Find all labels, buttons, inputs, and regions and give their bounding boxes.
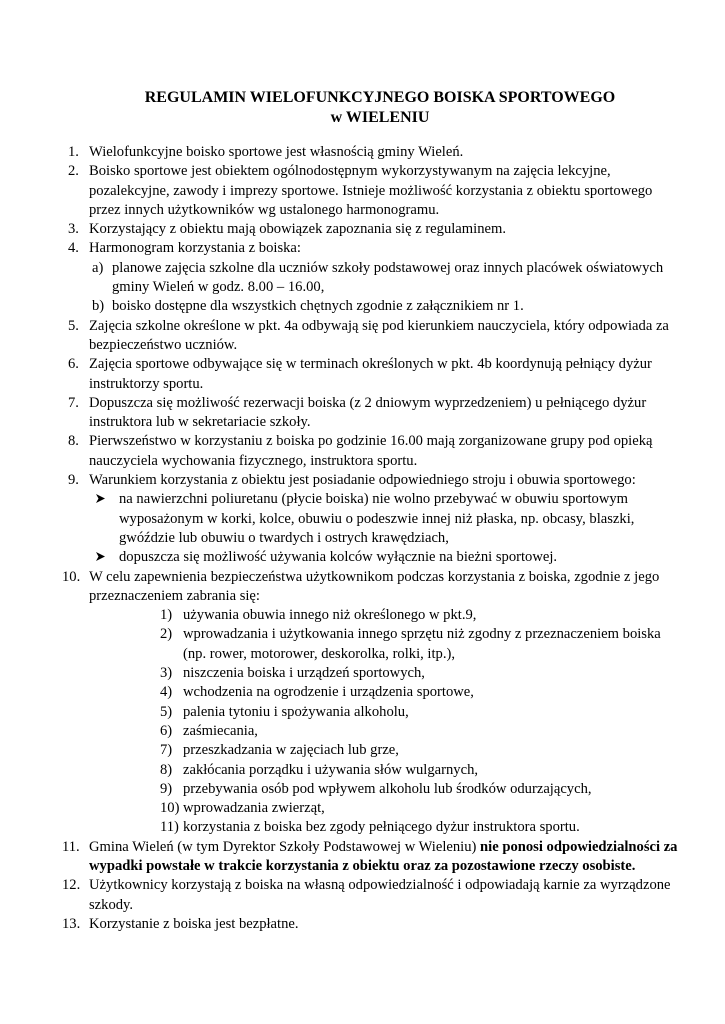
rule-number: 7.	[68, 394, 79, 411]
rule-item	[0, 876, 725, 915]
prohibition-item	[0, 664, 725, 683]
rule-text: Zajęcia szkolne określone w pkt. 4a odbywają się pod kierunkiem nauczyciela, który odpowiada za bezpieczeństwo uczniów.	[89, 317, 669, 353]
prohibition-item	[0, 818, 725, 837]
rule-item	[0, 220, 725, 239]
prohibition-text: wchodzenia na ogrodzenie i urządzenia sportowe,	[183, 684, 474, 701]
rule-text: Wielofunkcyjne boisko sportowe jest własnością gminy Wieleń.	[89, 144, 464, 160]
rule-item	[0, 355, 725, 394]
prohibition-text: wprowadzania zwierząt,	[183, 800, 325, 817]
rule-item	[0, 162, 725, 220]
rule-text: W celu zapewnienia bezpieczeństwa użytkownikom podczas korzystania z boiska, zgodnie z jego przeznaczeniem zabrania się:	[89, 568, 660, 604]
bullet-text: na nawierzchni poliuretanu (płycie boiska) nie wolno przebywać w obuwiu sportowym wyposażonym w korki, kolce, obuwiu o podeszwie innej niż płaska, np. obcasy, blaszki, gwóździe lub obuwiu o twardych i ostrych krawędziach,	[119, 491, 635, 546]
rule-number: 4.	[68, 240, 79, 257]
prohibition-number: 10)	[160, 800, 180, 817]
rule-number: 11.	[62, 838, 80, 855]
rule-text: Użytkownicy korzystają z boiska na własną odpowiedzialność i odpowiadają karnie za wyrządzone szkody.	[89, 877, 671, 913]
prohibition-number: 11)	[160, 819, 179, 836]
arrowhead-bullet-icon	[95, 548, 106, 562]
rule-text: Warunkiem korzystania z obiektu jest posiadanie odpowiedniego stroju i obuwia sportowego:	[89, 472, 636, 489]
rule-text: Korzystanie z boiska jest bezpłatne.	[89, 915, 299, 932]
rule-item	[0, 143, 725, 162]
rule-number: 10.	[62, 568, 81, 585]
sub-item-text: planowe zajęcia szkolne dla uczniów szkoły podstawowej oraz innych placówek oświatowych gminy Wieleń w godz. 8.00 – 16.00,	[112, 259, 664, 296]
rule-number: 13.	[62, 915, 81, 932]
rule-text: Boisko sportowe jest obiektem ogólnodostępnym wykorzystywanym na zajęcia lekcyjne, pozalekcyjne, zawody i imprezy sportowe. Istnieje możliwość korzystania z obiektu sportowego przez innych użytkowników wg ustalonego harmonogramu.	[89, 163, 653, 218]
prohibition-item	[0, 780, 725, 799]
bullet-text: dopuszcza się możliwość używania kolców wyłącznie na bieżni sportowej.	[119, 549, 558, 566]
prohibition-number: 6)	[160, 722, 173, 739]
prohibition-number: 9)	[160, 780, 173, 797]
rule-number: 8.	[68, 433, 79, 450]
arrowhead-bullet-icon	[95, 490, 106, 504]
rule-text: Zajęcia sportowe odbywające się w terminach określonych w pkt. 4b koordynują pełniący dyżur instruktorzy sportu.	[89, 356, 652, 392]
rule-item	[0, 471, 725, 490]
prohibition-number: 5)	[160, 703, 173, 720]
prohibition-item	[0, 703, 725, 722]
prohibition-number: 8)	[160, 761, 173, 778]
prohibition-text: zakłócania porządku i używania słów wulgarnych,	[183, 761, 479, 778]
sub-item	[0, 259, 725, 298]
rule-number: 2.	[68, 163, 79, 180]
prohibition-number: 2)	[160, 626, 173, 643]
rule-item	[0, 317, 725, 356]
rule-number: 3.	[68, 221, 79, 238]
rule-item	[0, 568, 725, 607]
rule-text: Gmina Wieleń (w tym Dyrektor Szkoły Podstawowej w Wieleniu)	[89, 838, 481, 855]
document-title: REGULAMIN WIELOFUNKCYJNEGO BOISKA SPORTOWEGO	[144, 89, 616, 106]
prohibition-item	[0, 625, 725, 664]
prohibition-text: przeszkadzania w zajęciach lub grze,	[183, 742, 399, 759]
rules-list	[0, 143, 725, 934]
rule-number: 12.	[62, 877, 81, 894]
sub-item-label: a)	[92, 259, 104, 276]
prohibition-item	[0, 722, 725, 741]
rule-number: 6.	[68, 356, 79, 373]
rule-item	[0, 239, 725, 258]
rule-number: 9.	[68, 472, 79, 489]
prohibition-item	[0, 799, 725, 818]
prohibition-text: przebywania osób pod wpływem alkoholu lub środków odurzających,	[183, 780, 592, 797]
rule-item	[0, 838, 725, 877]
sub-item	[0, 297, 725, 316]
sub-item-text: boisko dostępne dla wszystkich chętnych zgodnie z załącznikiem nr 1.	[112, 298, 524, 315]
prohibition-number: 7)	[160, 742, 173, 759]
prohibition-text: wprowadzania i użytkowania innego sprzętu niż zgodny z przeznaczeniem boiska (np. rower, motorower, deskorolka, rolki, itp.),	[183, 626, 661, 662]
rule-number: 5.	[68, 317, 79, 334]
rule-text: Harmonogram korzystania z boiska:	[89, 240, 301, 257]
rule-text: Pierwszeństwo w korzystaniu z boiska po godzinie 16.00 mają zorganizowane grupy pod opieką nauczyciela wychowania fizycznego, instruktora sportu.	[89, 433, 653, 469]
document-subtitle: w WIELENIU	[330, 109, 430, 126]
prohibition-item	[0, 606, 725, 625]
prohibition-text: używania obuwia innego niż określonego w pkt.9,	[183, 607, 477, 624]
rule-item	[0, 915, 725, 934]
prohibition-number: 3)	[160, 665, 173, 682]
prohibition-text: korzystania z boiska bez zgody pełniącego dyżur instruktora sportu.	[183, 819, 580, 836]
prohibition-text: palenia tytoniu i spożywania alkoholu,	[183, 703, 409, 720]
rule-number: 1.	[68, 144, 79, 160]
rule-text-bold: nie ponosi odpowiedzialności za wypadki powstałe w trakcie korzystania z obiektu oraz za pozostawione rzeczy osobiste.	[89, 838, 678, 874]
bullet-item	[0, 548, 725, 567]
prohibition-text: niszczenia boiska i urządzeń sportowych,	[183, 665, 425, 682]
prohibition-item	[0, 761, 725, 780]
rule-item	[0, 432, 725, 471]
rule-text: Korzystający z obiektu mają obowiązek zapoznania się z regulaminem.	[89, 221, 506, 238]
rule-text: Dopuszcza się możliwość rezerwacji boiska (z 2 dniowym wyprzedzeniem) u pełniącego dyżur instruktora lub w sekretariacie szkoły.	[89, 394, 647, 431]
prohibition-text: zaśmiecania,	[183, 722, 258, 739]
prohibition-number: 1)	[160, 607, 173, 624]
sub-item-label: b)	[92, 298, 105, 315]
prohibition-number: 4)	[160, 684, 173, 701]
bullet-item	[0, 490, 725, 548]
prohibition-item	[0, 741, 725, 760]
rule-item	[0, 394, 725, 433]
prohibition-item	[0, 683, 725, 702]
